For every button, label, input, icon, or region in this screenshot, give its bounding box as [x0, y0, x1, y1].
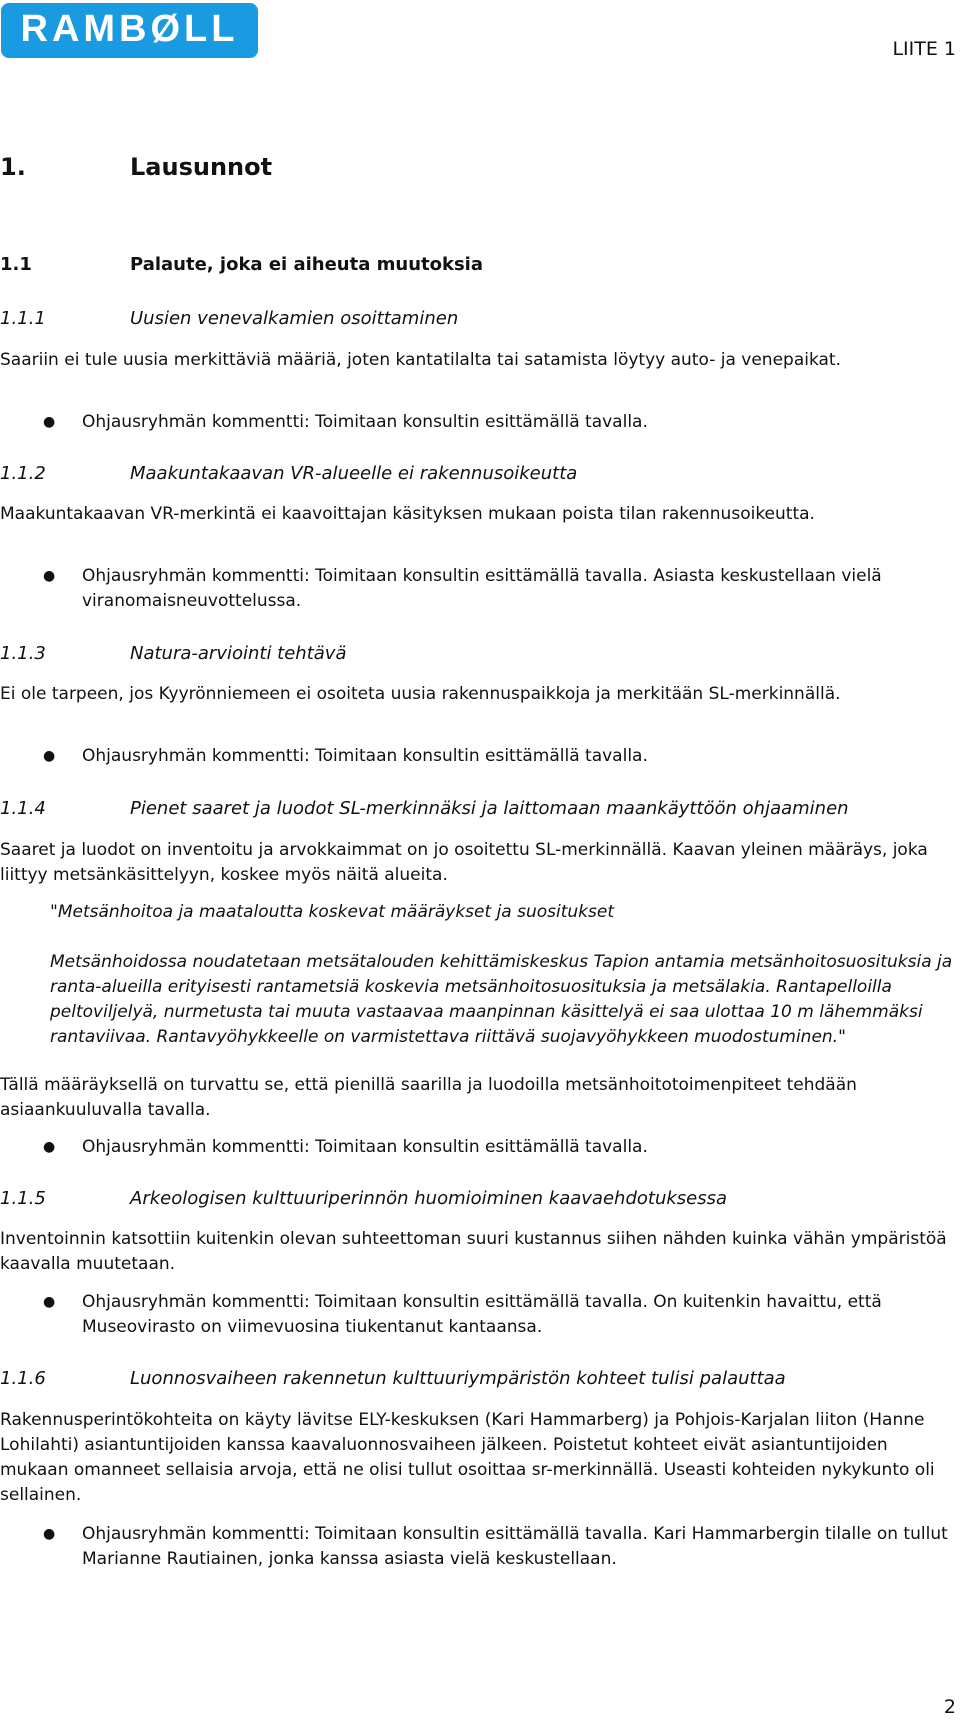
item-title: Uusien venevalkamien osoittaminen [130, 308, 459, 329]
steering-comment [43, 1290, 955, 1340]
item-number: 1.1.3 [0, 643, 46, 664]
section-title: Lausunnot [130, 153, 273, 181]
comment-text: Ohjausryhmän kommentti: Toimitaan konsultin esittämällä tavalla. [82, 746, 648, 766]
quote-heading: "Metsänhoitoa ja maataloutta koskevat määräykset ja suositukset [50, 902, 614, 922]
bullet-icon: ● [43, 1139, 56, 1155]
item-body-continued: Tällä määräyksellä on turvattu se, että pienillä saarilla ja luodoilla metsänhoitotoimenpiteet tehdään asiaankuuluvalla tavalla. [0, 1075, 857, 1120]
comment-text: Ohjausryhmän kommentti: Toimitaan konsultin esittämällä tavalla. [82, 412, 648, 432]
item-title: Arkeologisen kulttuuriperinnön huomioiminen kaavaehdotuksessa [130, 1188, 728, 1209]
bullet-icon: ● [43, 1294, 56, 1310]
item-title: Natura-arviointi tehtävä [130, 643, 347, 664]
page-number: 2 [943, 1696, 956, 1718]
item-body: Ei ole tarpeen, jos Kyyrönniemeen ei osoiteta uusia rakennuspaikkoja ja merkitään SL-merkinnällä. [0, 684, 841, 704]
item-body: Rakennusperintökohteita on käyty lävitse ELY-keskuksen (Kari Hammarberg) ja Pohjois-Karjalan liiton (Hanne Lohilahti) asiantuntijoiden kanssa kaavaluonnosvaiheen jälkeen. Poistetut kohteet eivät asiantuntijoiden mukaan omanneet sellaisia arvoja, että ne olisi tullut osoittaa sr-merkinnällä. Useasti kohteiden nykykunto oli sellainen. [0, 1410, 935, 1505]
comment-text: Ohjausryhmän kommentti: Toimitaan konsultin esittämällä tavalla. On kuitenkin havaittu, että Museovirasto on viimevuosina tiukentanut kantaansa. [82, 1292, 882, 1337]
item-title: Luonnosvaiheen rakennetun kulttuuriympäristön kohteet tulisi palauttaa [130, 1368, 786, 1389]
steering-comment [43, 564, 955, 614]
item-title: Maakuntakaavan VR-alueelle ei rakennusoikeutta [130, 463, 578, 484]
steering-comment [43, 744, 955, 769]
bullet-icon: ● [43, 568, 56, 584]
item-body: Inventoinnin katsottiin kuitenkin olevan suhteettoman suuri kustannus siihen nähden kuinka vähän ympäristöä kaavalla muutetaan. [0, 1229, 947, 1274]
bullet-icon: ● [43, 1526, 56, 1542]
steering-comment [43, 1135, 955, 1160]
subsection-number: 1.1 [0, 254, 32, 275]
bullet-icon: ● [43, 414, 56, 430]
item-body: Saariin ei tule uusia merkittäviä määriä, joten kantatilalta tai satamista löytyy auto- ja venepaikat. [0, 350, 841, 370]
steering-comment [43, 410, 955, 435]
attachment-label: LIITE 1 [892, 38, 956, 60]
item-number: 1.1.1 [0, 308, 46, 329]
item-body: Maakuntakaavan VR-merkintä ei kaavoittajan käsityksen mukaan poista tilan rakennusoikeutta. [0, 504, 815, 524]
logo-wordmark: RAMBØLL [20, 8, 239, 50]
item-number: 1.1.2 [0, 463, 46, 484]
item-number: 1.1.6 [0, 1368, 46, 1389]
section-number: 1. [0, 153, 26, 181]
item-body: Saaret ja luodot on inventoitu ja arvokkaimmat on jo osoitettu SL-merkinnällä. Kaavan yleinen määräys, joka liittyy metsänkäsittelyyn, koskee myös näitä alueita. [0, 840, 928, 885]
subsection-title: Palaute, joka ei aiheuta muutoksia [130, 254, 483, 275]
item-number: 1.1.4 [0, 798, 46, 819]
comment-text: Ohjausryhmän kommentti: Toimitaan konsultin esittämällä tavalla. Kari Hammarbergin tilalle on tullut Marianne Rautiainen, jonka kanssa asiasta vielä keskustellaan. [82, 1524, 948, 1569]
item-number: 1.1.5 [0, 1188, 46, 1209]
steering-comment [43, 1522, 955, 1572]
comment-text: Ohjausryhmän kommentti: Toimitaan konsultin esittämällä tavalla. Asiasta keskustellaan vielä viranomaisneuvottelussa. [82, 566, 882, 611]
item-title: Pienet saaret ja luodot SL-merkinnäksi ja laittomaan maankäyttöön ohjaaminen [130, 798, 849, 819]
bullet-icon: ● [43, 748, 56, 764]
ramboll-logo [1, 3, 258, 58]
quote-body: Metsänhoidossa noudatetaan metsätalouden kehittämiskeskus Tapion antamia metsänhoitosuosituksia ja ranta-alueilla erityisesti rantametsiä koskevia metsänhoitosuosituksia ja metsälakia. Rantapelloilla peltoviljelyä, nurmetusta tai muuta vastaavaa maanpinnan käsittelyä ei saa ulottaa 10 m lähemmäksi rantaviivaa. Rantavyöhykkeelle on varmistettava riittävä suojavyöhykkeen muodostuminen." [50, 952, 953, 1047]
comment-text: Ohjausryhmän kommentti: Toimitaan konsultin esittämällä tavalla. [82, 1137, 648, 1157]
